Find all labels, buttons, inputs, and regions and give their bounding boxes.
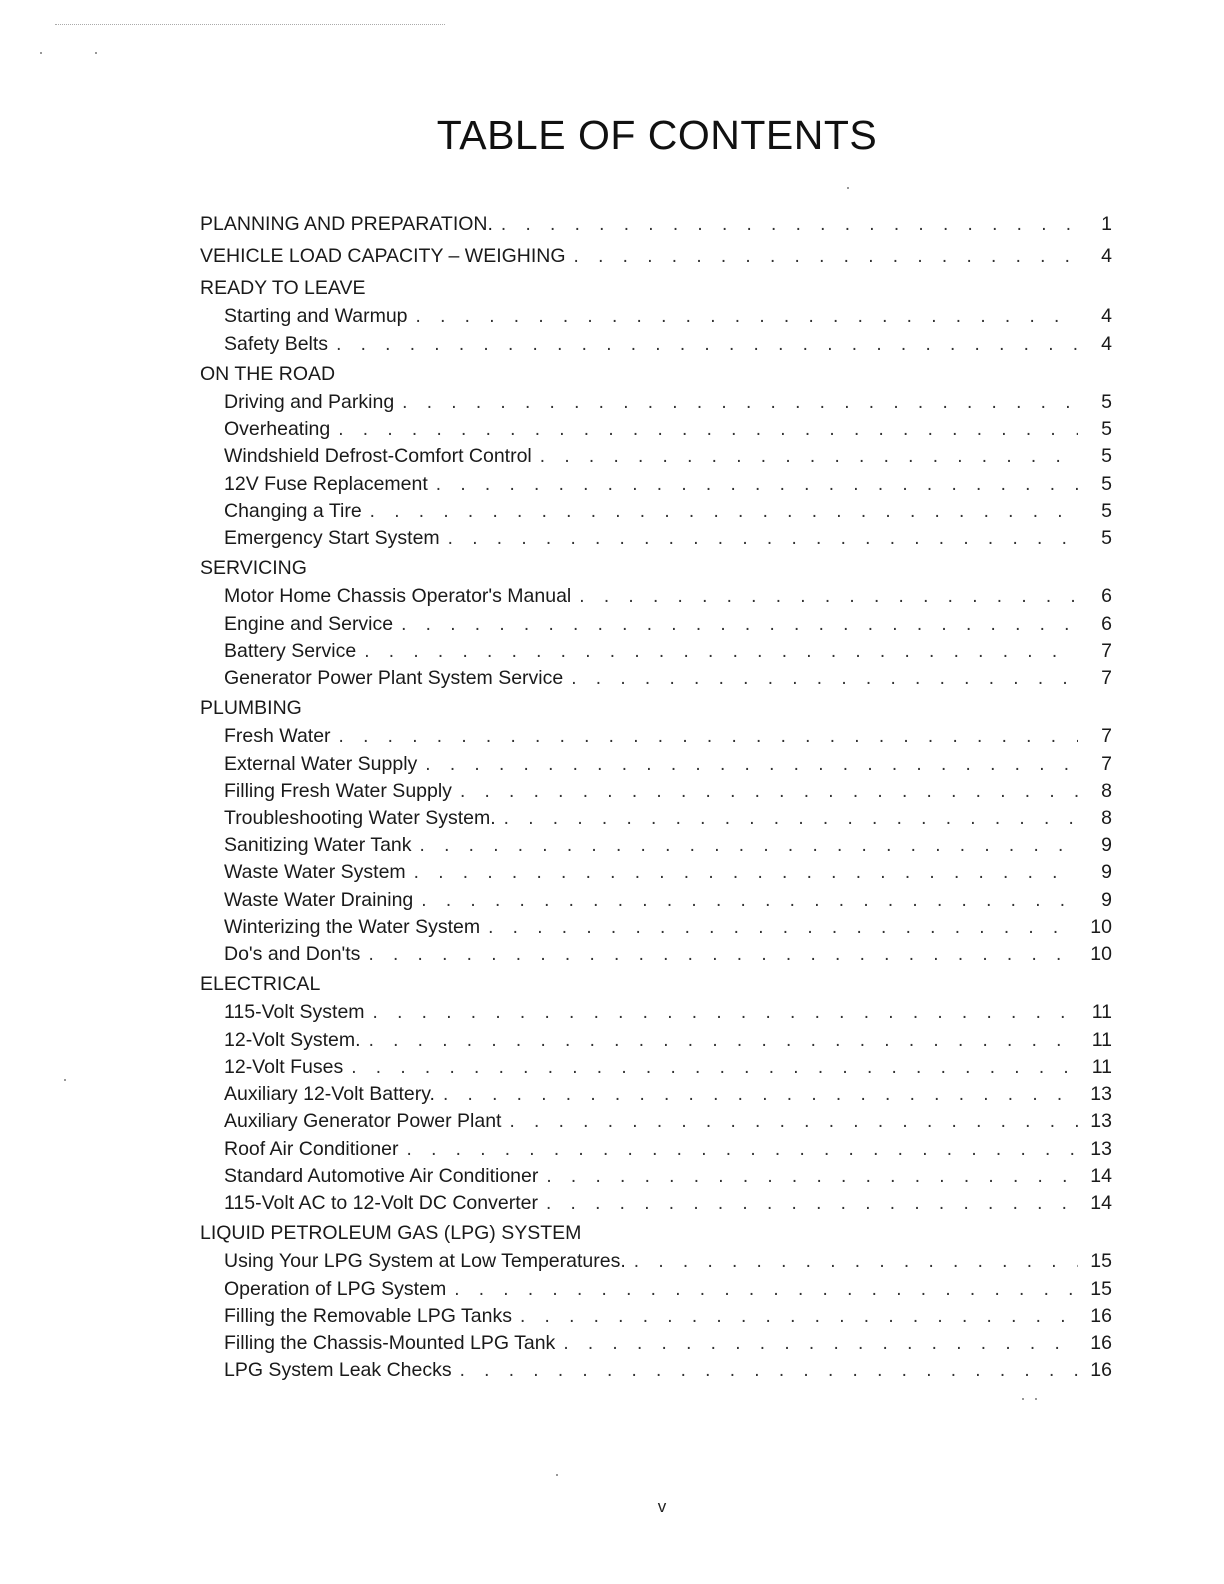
scan-artifact-line	[55, 24, 445, 25]
toc-page-number: 5	[1101, 499, 1112, 522]
dot-leader	[421, 887, 1078, 914]
toc-page-number: 9	[1101, 888, 1112, 911]
toc-entry-row	[200, 1357, 1112, 1384]
toc-entry-label: Safety Belts	[224, 332, 329, 355]
toc-page-number: 5	[1101, 418, 1112, 441]
toc-entry-label: Fresh Water	[224, 725, 331, 748]
toc-entry-row	[200, 778, 1112, 805]
toc-section-label: ELECTRICAL	[200, 973, 321, 996]
toc-page-number: 5	[1101, 445, 1112, 468]
toc-page-number: 5	[1101, 472, 1112, 495]
toc-entry-label: Auxiliary 12-Volt Battery.	[224, 1083, 435, 1106]
toc-entry-row	[200, 1108, 1112, 1135]
dot-leader	[414, 859, 1078, 886]
toc-entry-label: Battery Service	[224, 639, 357, 662]
toc-entry-label: Sanitizing Water Tank	[224, 834, 412, 857]
toc-page-number: 8	[1101, 779, 1112, 802]
toc-entry-row	[200, 611, 1112, 638]
dot-leader	[546, 1163, 1078, 1190]
toc-section-row	[200, 693, 1112, 723]
toc-entry-row	[200, 751, 1112, 778]
toc-section-row	[200, 553, 1112, 583]
toc-entry-row	[200, 1248, 1112, 1275]
toc-page-number: 16	[1090, 1304, 1112, 1327]
dot-leader	[520, 1303, 1078, 1330]
toc-entry-row	[200, 498, 1112, 525]
toc-entry-row	[200, 887, 1112, 914]
toc-page-number: 7	[1101, 667, 1112, 690]
toc-page-number: 13	[1090, 1110, 1112, 1133]
toc-entry-row	[200, 331, 1112, 358]
toc-entry-label: External Water Supply	[224, 752, 418, 775]
scan-speck	[1035, 1398, 1037, 1400]
scan-speck	[40, 52, 42, 54]
toc-page-number: 16	[1090, 1359, 1112, 1382]
toc-entry-row	[200, 638, 1112, 665]
toc-entry-row	[200, 1054, 1112, 1081]
toc-entry-label: Waste Water Draining	[224, 888, 414, 911]
toc-entry-label: 115-Volt System	[224, 1001, 365, 1024]
dot-leader	[571, 665, 1078, 692]
dot-leader	[634, 1248, 1078, 1275]
toc-page-number: 5	[1101, 527, 1112, 550]
toc-entry-row	[200, 665, 1112, 692]
scan-speck	[556, 1474, 558, 1476]
toc-entry-label: Starting and Warmup	[224, 305, 408, 328]
toc-page-number: 10	[1090, 915, 1112, 938]
dot-leader	[540, 443, 1078, 470]
dot-leader	[546, 1190, 1078, 1217]
dot-leader	[436, 471, 1078, 498]
toc-page-number: 13	[1090, 1083, 1112, 1106]
toc-entry-label: Winterizing the Water System	[224, 915, 481, 938]
toc-page-number: 16	[1090, 1331, 1112, 1354]
toc-section-label: VEHICLE LOAD CAPACITY – WEIGHING	[200, 245, 566, 267]
dot-leader	[504, 805, 1078, 832]
toc-entry-label: Operation of LPG System	[224, 1277, 447, 1300]
dot-leader	[460, 1357, 1078, 1384]
toc-page-number: 14	[1090, 1164, 1112, 1187]
toc-entry-row	[200, 1276, 1112, 1303]
toc-section-row	[200, 1218, 1112, 1248]
toc-entry-label: Changing a Tire	[224, 499, 362, 522]
toc-entry-label: Driving and Parking	[224, 391, 395, 414]
toc-entry-label: Roof Air Conditioner	[224, 1137, 399, 1160]
toc-page-number: 13	[1090, 1137, 1112, 1160]
toc-page-number: 5	[1101, 391, 1112, 414]
toc-entry-row	[200, 1330, 1112, 1357]
toc-entry-label: 12-Volt Fuses	[224, 1055, 344, 1078]
toc-entry-label: 12V Fuse Replacement	[224, 472, 428, 495]
toc-entry-label: Filling the Chassis-Mounted LPG Tank	[224, 1331, 556, 1354]
dot-leader	[351, 1054, 1078, 1081]
toc-page-number: 15	[1090, 1250, 1112, 1273]
toc-entry-label: 12-Volt System.	[224, 1028, 361, 1051]
dot-leader	[401, 611, 1078, 638]
toc-entry-row	[200, 1190, 1112, 1217]
dot-leader	[425, 751, 1078, 778]
scan-speck	[64, 1079, 66, 1081]
toc-entry-label: Waste Water System	[224, 861, 406, 884]
toc-entry-row	[200, 1136, 1112, 1163]
toc-entry-label: Filling the Removable LPG Tanks	[224, 1304, 512, 1327]
toc-entry-row	[200, 525, 1112, 552]
toc-entry-label: Do's and Don'ts	[224, 943, 361, 966]
toc-entry-label: LPG System Leak Checks	[224, 1359, 452, 1382]
toc-page-number: 14	[1090, 1191, 1112, 1214]
dot-leader	[574, 242, 1078, 272]
toc-page-number: 1	[1101, 213, 1112, 235]
toc-page-number: 11	[1091, 1028, 1112, 1051]
toc-page-number: 4	[1101, 305, 1112, 328]
toc-section-row	[200, 359, 1112, 389]
scan-speck	[1022, 1398, 1024, 1400]
dot-leader	[336, 331, 1078, 358]
toc-entry-row	[200, 1081, 1112, 1108]
toc-entry-label: Windshield Defrost-Comfort Control	[224, 445, 532, 468]
toc-page-number: 11	[1091, 1001, 1112, 1024]
dot-leader	[368, 941, 1078, 968]
toc-entry-row	[200, 443, 1112, 470]
dot-leader	[364, 638, 1078, 665]
toc-entry-row	[200, 583, 1112, 610]
toc-entry-row	[200, 723, 1112, 750]
toc-entry-row	[200, 832, 1112, 859]
toc-section-row	[200, 273, 1112, 303]
toc-entry-label: Auxiliary Generator Power Plant	[224, 1110, 502, 1133]
toc-entry-row	[200, 859, 1112, 886]
scan-speck	[847, 187, 849, 189]
toc-section-label: ON THE ROAD	[200, 362, 336, 385]
dot-leader	[420, 832, 1078, 859]
scan-speck	[95, 52, 97, 54]
toc-section-row	[200, 969, 1112, 999]
toc-page-number: 9	[1101, 861, 1112, 884]
toc-page-number: 8	[1101, 807, 1112, 830]
toc-section-row	[200, 241, 1112, 272]
toc-entry-row	[200, 416, 1112, 443]
toc-entry-label: Standard Automotive Air Conditioner	[224, 1164, 539, 1187]
toc-page-number: 4	[1101, 332, 1112, 355]
dot-leader	[402, 389, 1078, 416]
toc-page-number: 4	[1101, 245, 1112, 267]
toc-page-number: 7	[1101, 639, 1112, 662]
toc-page-number: 10	[1090, 943, 1112, 966]
toc-section-label: PLANNING AND PREPARATION.	[200, 213, 493, 235]
toc-page-number: 11	[1091, 1055, 1112, 1078]
toc-section-label: LIQUID PETROLEUM GAS (LPG) SYSTEM	[200, 1222, 582, 1245]
dot-leader	[563, 1330, 1078, 1357]
toc-entry-row	[200, 389, 1112, 416]
toc-entry-label: 115-Volt AC to 12-Volt DC Converter	[224, 1191, 538, 1214]
toc-entry-label: Filling Fresh Water Supply	[224, 779, 452, 802]
toc-page-number: 6	[1101, 612, 1112, 635]
dot-leader	[501, 210, 1078, 240]
dot-leader	[339, 723, 1078, 750]
toc-entry-row	[200, 1163, 1112, 1190]
dot-leader	[454, 1276, 1078, 1303]
dot-leader	[407, 1136, 1078, 1163]
toc-entry-label: Engine and Service	[224, 612, 394, 635]
dot-leader	[338, 416, 1078, 443]
dot-leader	[448, 525, 1078, 552]
table-of-contents	[200, 208, 1112, 1384]
toc-section-row	[200, 209, 1112, 240]
toc-entry-row	[200, 999, 1112, 1026]
dot-leader	[369, 1027, 1078, 1054]
toc-entry-label: Emergency Start System	[224, 527, 440, 550]
dot-leader	[373, 999, 1078, 1026]
dot-leader	[460, 778, 1078, 805]
toc-entry-label: Troubleshooting Water System.	[224, 807, 496, 830]
dot-leader	[509, 1108, 1078, 1135]
toc-entry-row	[200, 1027, 1112, 1054]
toc-page-number: 6	[1101, 585, 1112, 608]
footer-page-number: v	[657, 1497, 667, 1516]
toc-section-label: SERVICING	[200, 557, 307, 580]
toc-page-number: 15	[1090, 1277, 1112, 1300]
toc-entry-row	[200, 941, 1112, 968]
dot-leader	[443, 1081, 1078, 1108]
toc-entry-row	[200, 805, 1112, 832]
dot-leader	[488, 914, 1078, 941]
dot-leader	[416, 303, 1078, 330]
toc-entry-label: Motor Home Chassis Operator's Manual	[224, 585, 572, 608]
toc-entry-row	[200, 1303, 1112, 1330]
toc-entry-label: Generator Power Plant System Service	[224, 667, 564, 690]
dot-leader	[579, 583, 1078, 610]
toc-entry-label: Using Your LPG System at Low Temperatures.	[224, 1250, 626, 1273]
page-title: TABLE OF CONTENTS	[436, 112, 878, 158]
toc-page-number: 7	[1101, 725, 1112, 748]
toc-entry-label: Overheating	[224, 418, 331, 441]
toc-section-label: PLUMBING	[200, 697, 302, 720]
toc-page-number: 9	[1101, 834, 1112, 857]
toc-entry-row	[200, 303, 1112, 330]
toc-entry-row	[200, 914, 1112, 941]
toc-entry-row	[200, 471, 1112, 498]
toc-section-label: READY TO LEAVE	[200, 277, 366, 300]
dot-leader	[370, 498, 1078, 525]
toc-page-number: 7	[1101, 752, 1112, 775]
